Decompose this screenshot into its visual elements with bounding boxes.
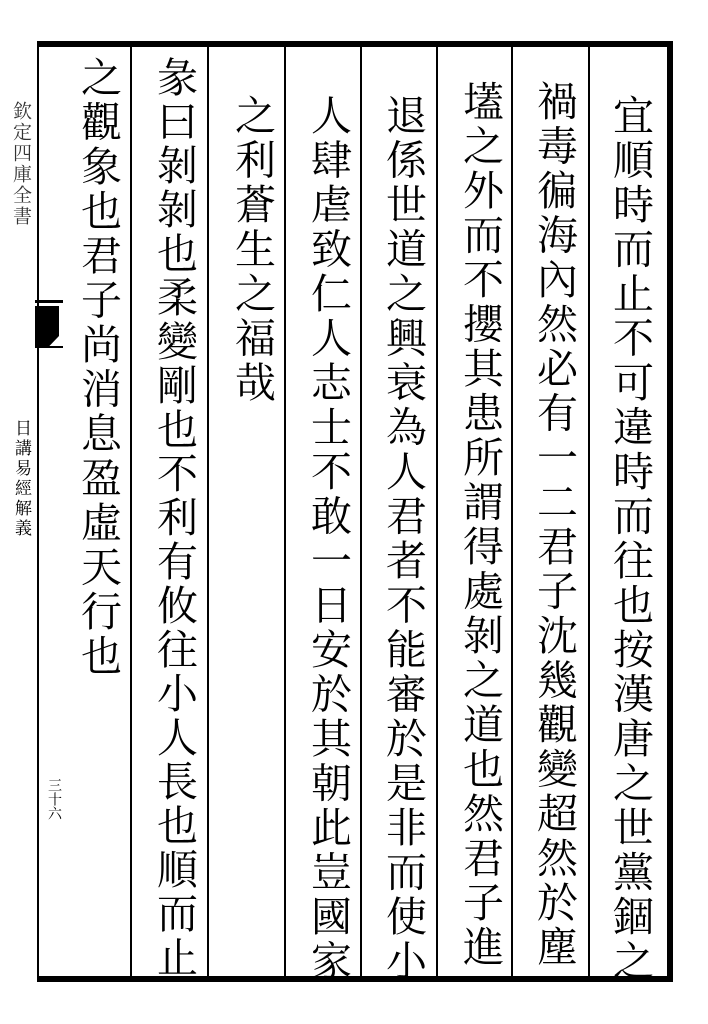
text-column-3: 壒之外而不攖其患所謂得處剝之道也然君子進	[456, 80, 504, 970]
text-column-1: 宜順時而止不可違時而往也按漢唐之世黨錮之	[606, 94, 654, 984]
text-column-4: 退係世道之興衰為人君者不能審於是非而使小	[379, 94, 427, 984]
column-rule	[588, 47, 590, 976]
margin-strip	[0, 47, 37, 976]
text-column-8: 之觀象也君子尚消息盈虛天行也	[74, 56, 122, 679]
frame-left-border	[37, 41, 39, 982]
text-column-2: 禍毒徧海內然必有一二君子沈幾觀變超然於塵	[530, 80, 578, 970]
margin-collection-title: 欽定四庫全書	[10, 101, 32, 227]
column-rule	[284, 47, 286, 976]
text-column-5: 人肆虐致仁人志士不敢一日安於其朝此豈國家	[304, 94, 352, 984]
fishtail-mark-icon	[35, 306, 59, 346]
margin-book-title: 日講易經解義	[11, 419, 31, 539]
column-rule	[360, 47, 362, 976]
text-column-6: 之利蒼生之福哉	[228, 94, 276, 406]
column-rule	[511, 47, 513, 976]
frame-right-border	[667, 41, 673, 982]
column-rule	[207, 47, 209, 976]
margin-divider-upper	[35, 300, 63, 303]
page-number: 三十六	[46, 778, 62, 820]
column-rule	[436, 47, 438, 976]
frame-top-border	[37, 41, 673, 47]
column-rule	[130, 47, 132, 976]
text-column-7: 彖曰剝剝也柔變剛也不利有攸往小人長也順而止	[150, 56, 198, 980]
margin-divider-lower	[35, 346, 63, 348]
